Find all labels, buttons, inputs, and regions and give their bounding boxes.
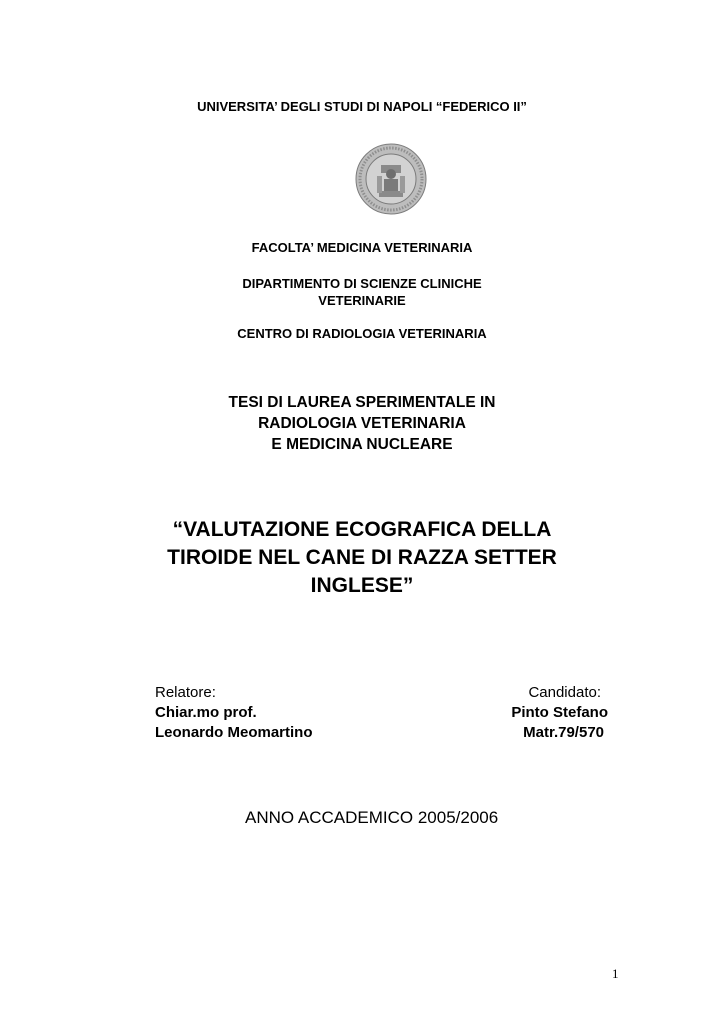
candidato-label: Candidato:: [528, 684, 601, 701]
centro-name: CENTRO DI RADIOLOGIA VETERINARIA: [237, 326, 487, 341]
department-line-2: VETERINARIE: [318, 293, 406, 308]
thesis-title-line-3: INGLESE”: [310, 574, 414, 597]
faculty-name: FACOLTA’ MEDICINA VETERINARIA: [251, 240, 473, 255]
university-name: UNIVERSITA’ DEGLI STUDI DI NAPOLI “FEDERICO II”: [197, 99, 527, 114]
department-name: [0, 275, 724, 309]
thesis-type: [0, 392, 724, 455]
department-line-1: DIPARTIMENTO DI SCIENZE CLINICHE: [242, 276, 482, 291]
relatore-label: Relatore:: [155, 684, 216, 701]
thesis-title: [0, 516, 724, 600]
relatore-name: Leonardo Meomartino: [155, 724, 313, 741]
thesis-type-line-2: RADIOLOGIA VETERINARIA: [258, 415, 466, 432]
academic-year: ANNO ACCADEMICO 2005/2006: [245, 808, 499, 827]
page-number: 1: [612, 966, 619, 981]
candidato-matricola: Matr.79/570: [523, 724, 604, 741]
thesis-type-line-3: E MEDICINA NUCLEARE: [271, 436, 453, 453]
thesis-title-line-1: “VALUTAZIONE ECOGRAFICA DELLA: [172, 518, 552, 541]
thesis-type-line-1: TESI DI LAUREA SPERIMENTALE IN: [228, 394, 496, 411]
thesis-title-line-2: TIROIDE NEL CANE DI RAZZA SETTER: [167, 546, 557, 569]
relatore-title: Chiar.mo prof.: [155, 704, 257, 721]
university-seal-icon: [355, 143, 427, 215]
candidato-name: Pinto Stefano: [511, 704, 608, 721]
